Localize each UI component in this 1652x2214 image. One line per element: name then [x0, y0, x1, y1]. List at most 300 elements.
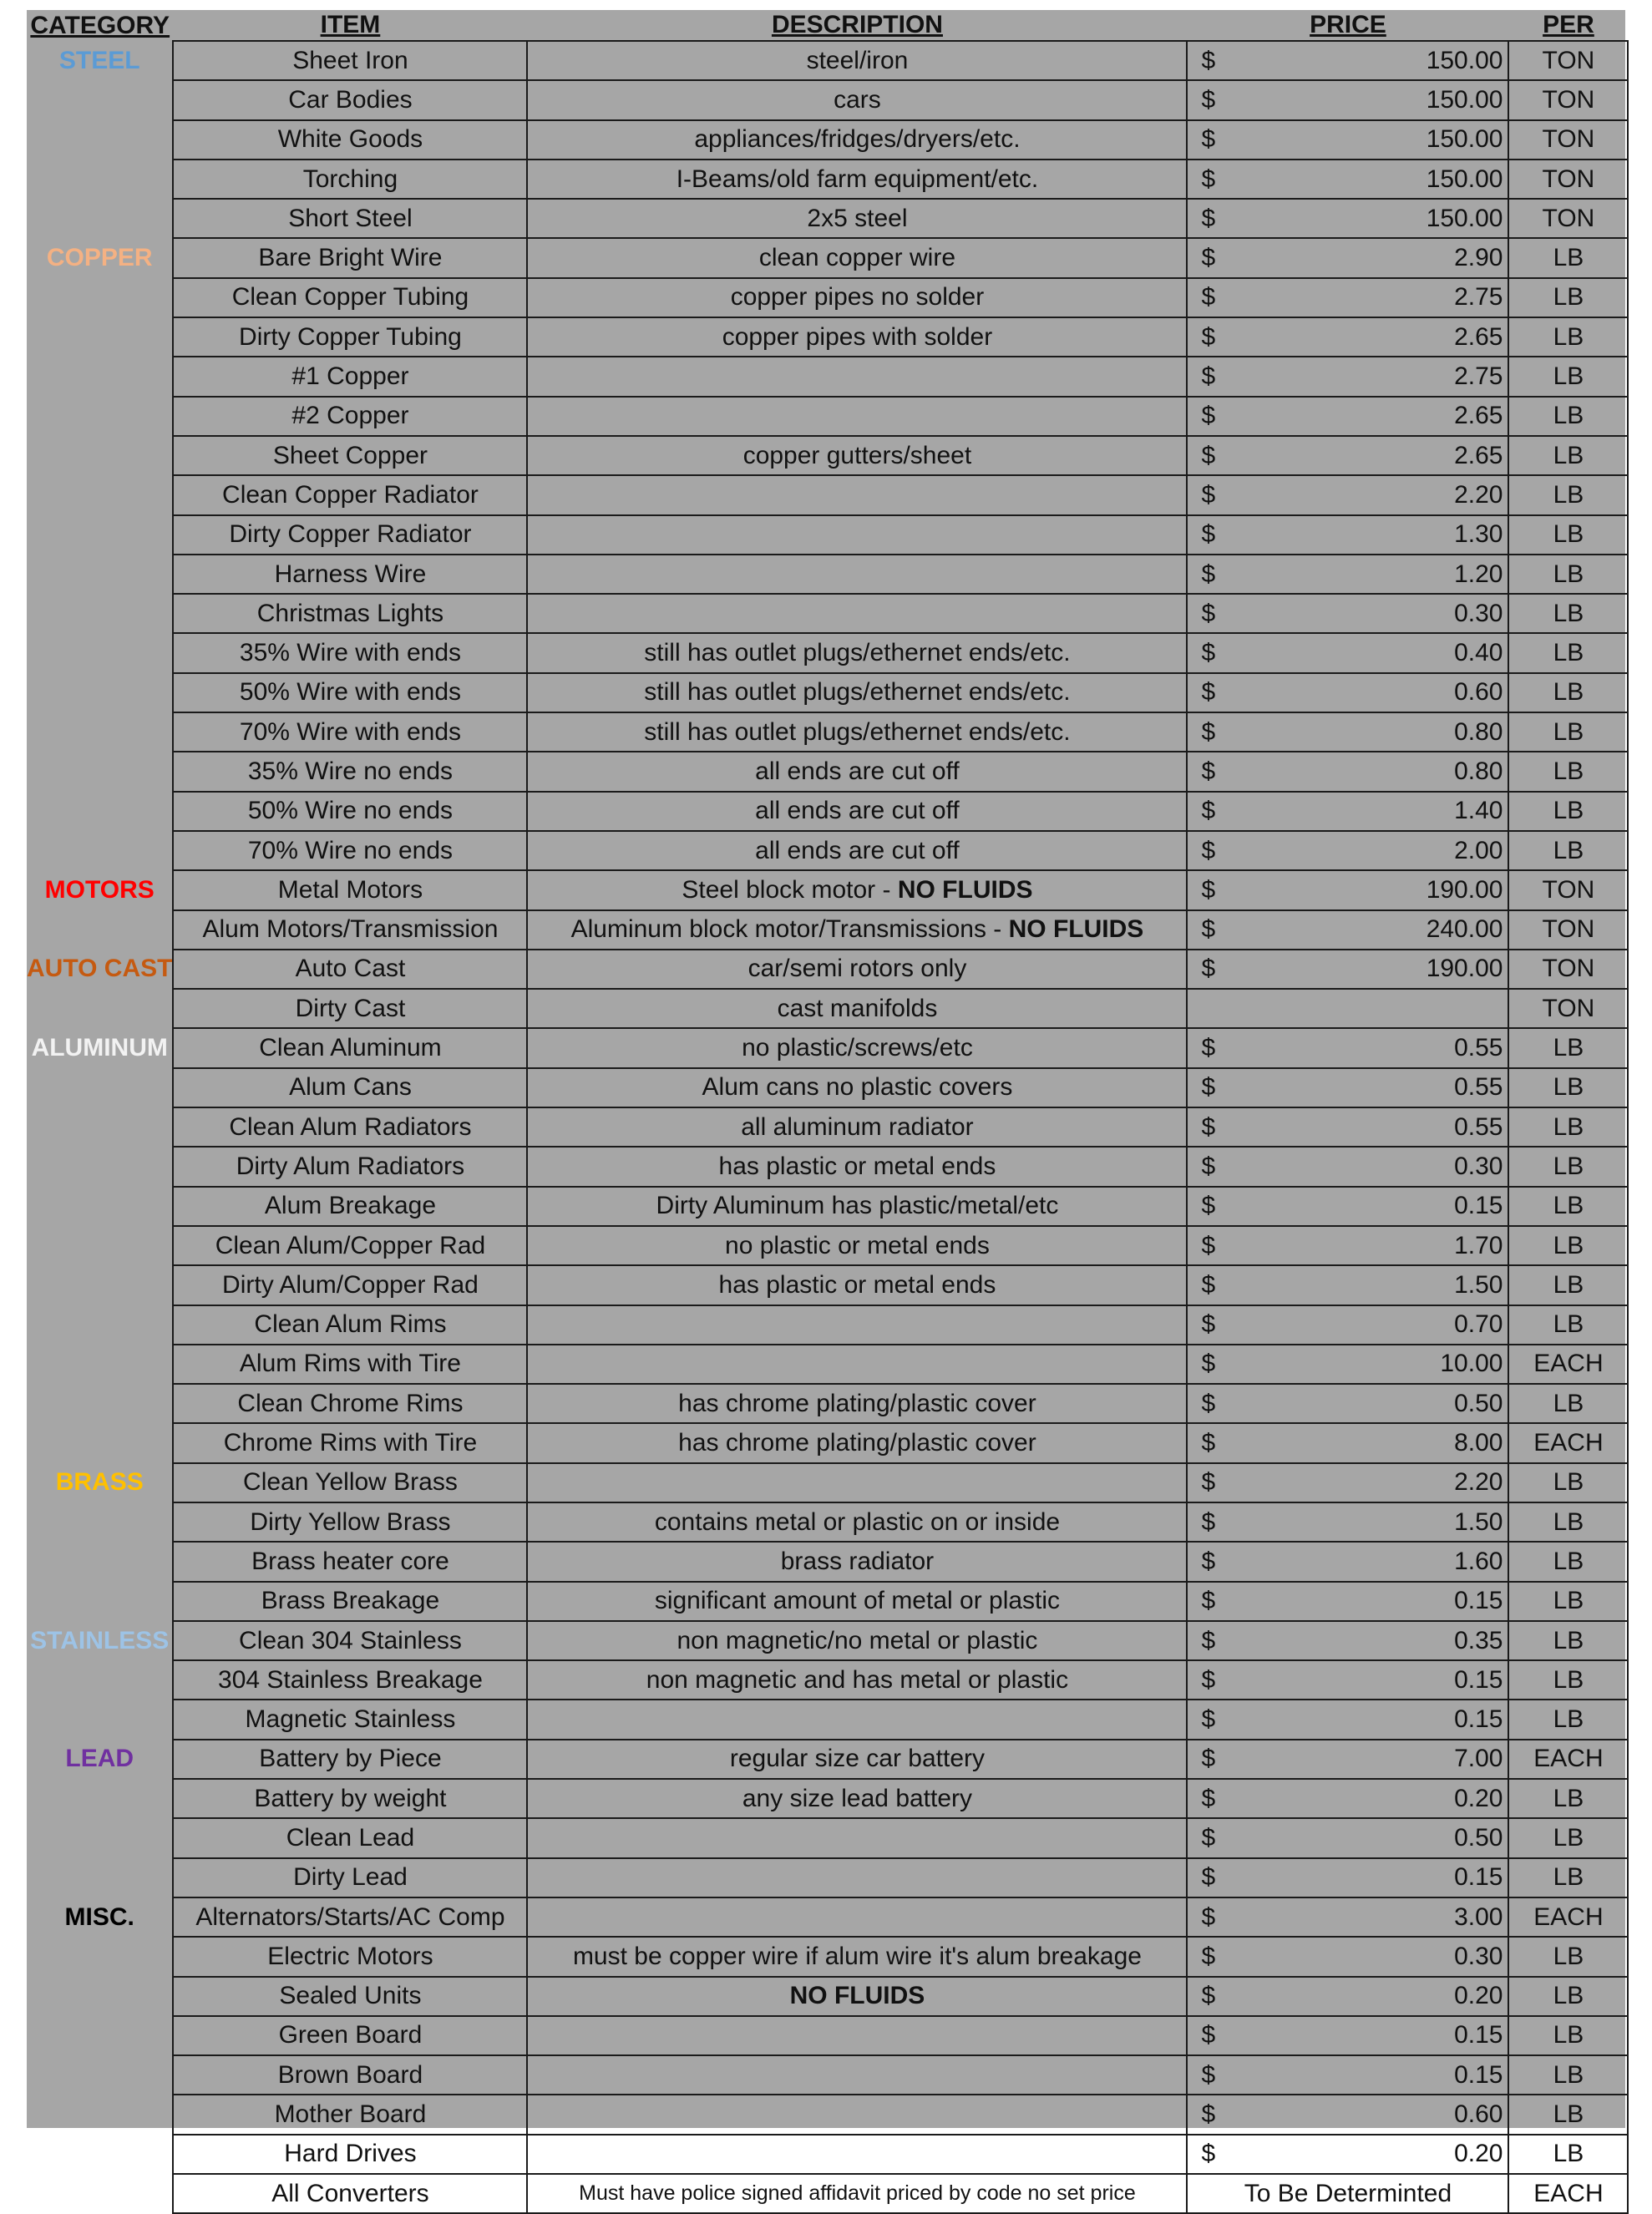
- price-value: 0.80: [1237, 712, 1508, 752]
- item-description: [527, 1621, 1187, 1660]
- price-value: 2.20: [1237, 1463, 1508, 1502]
- category-label: [27, 1305, 173, 1345]
- currency-sign: $: [1187, 1779, 1237, 1818]
- price-unit: TON: [1508, 989, 1628, 1028]
- currency-sign: $: [1187, 475, 1237, 514]
- description-text: all aluminum radiator: [741, 1112, 974, 1141]
- item-description: [527, 1582, 1187, 1621]
- category-label: STEEL: [58, 46, 140, 74]
- item-name: Clean Lead: [173, 1818, 527, 1857]
- item-description: [527, 2095, 1187, 2134]
- currency-sign: $: [1187, 950, 1237, 989]
- item-name: 304 Stainless Breakage: [173, 1660, 527, 1700]
- item-name: Car Bodies: [173, 80, 527, 119]
- currency-sign: $: [1187, 1423, 1237, 1462]
- item-name: Clean Yellow Brass: [173, 1463, 527, 1502]
- description-text: still has outlet plugs/ethernet ends/etc.: [644, 678, 1071, 707]
- item-name: Alum Motors/Transmission: [173, 910, 527, 950]
- item-name: Magnetic Stainless: [173, 1700, 527, 1739]
- currency-sign: $: [1187, 831, 1237, 870]
- price-value: 0.55: [1237, 1028, 1508, 1067]
- price-value: 0.50: [1237, 1384, 1508, 1423]
- table-row: [27, 475, 1628, 514]
- table-row: [27, 2055, 1628, 2095]
- table-row: [27, 160, 1628, 199]
- item-description: [527, 1818, 1187, 1857]
- category-label: [27, 1818, 173, 1857]
- currency-sign: $: [1187, 633, 1237, 672]
- currency-sign: $: [1187, 238, 1237, 277]
- description-text: has plastic or metal ends: [718, 1152, 996, 1180]
- description-text: Dirty Aluminum has plastic/metal/etc: [656, 1192, 1059, 1220]
- price-unit: LB: [1508, 1858, 1628, 1897]
- item-name: Alum Rims with Tire: [173, 1345, 527, 1384]
- price-unit: LB: [1508, 1028, 1628, 1067]
- header-item: ITEM: [320, 11, 381, 38]
- description-text: no plastic/screws/etc: [742, 1034, 973, 1062]
- category-label: BRASS: [55, 1468, 144, 1497]
- item-description: [527, 1937, 1187, 1976]
- table-row: [27, 1818, 1628, 1857]
- item-description: [527, 1463, 1187, 1502]
- item-name: Christmas Lights: [173, 594, 527, 633]
- item-name: Alum Cans: [173, 1068, 527, 1107]
- price-value: 0.15: [1237, 1858, 1508, 1897]
- category-label: [27, 831, 173, 870]
- currency-sign: $: [1187, 1977, 1237, 2016]
- table-row: [27, 1977, 1628, 2016]
- table-row: [27, 1463, 1628, 1502]
- price-value: 0.20: [1237, 2135, 1508, 2174]
- table-row: [27, 792, 1628, 831]
- table-row: [27, 1502, 1628, 1542]
- category-label: [27, 1345, 173, 1384]
- table-row: [27, 950, 1628, 989]
- item-description: [527, 397, 1187, 436]
- item-name: Brass heater core: [173, 1542, 527, 1581]
- item-name: Dirty Copper Radiator: [173, 515, 527, 555]
- header-price: PRICE: [1310, 11, 1386, 38]
- item-description: [527, 1147, 1187, 1186]
- category-label: [27, 1187, 173, 1226]
- price-unit: LB: [1508, 2016, 1628, 2055]
- table-row: [27, 752, 1628, 791]
- item-description: [527, 1384, 1187, 1423]
- item-description: [527, 792, 1187, 831]
- price-unit: TON: [1508, 199, 1628, 238]
- table-row: [27, 80, 1628, 119]
- currency-sign: $: [1187, 673, 1237, 712]
- item-name: Torching: [173, 160, 527, 199]
- item-name: Chrome Rims with Tire: [173, 1423, 527, 1462]
- price-value: 0.60: [1237, 673, 1508, 712]
- category-label: [27, 515, 173, 555]
- description-text: must be copper wire if alum wire it's alum breakage: [572, 1942, 1142, 1970]
- table-row: [27, 1068, 1628, 1107]
- item-name: Clean Chrome Rims: [173, 1384, 527, 1423]
- item-description: [527, 1028, 1187, 1067]
- currency-sign: $: [1187, 2055, 1237, 2095]
- description-text: all ends are cut off: [755, 797, 960, 825]
- item-name: Brown Board: [173, 2055, 527, 2095]
- price-value: 0.30: [1237, 1937, 1508, 1976]
- item-description: [527, 673, 1187, 712]
- price-value: 0.15: [1237, 2016, 1508, 2055]
- table-row: [27, 1265, 1628, 1305]
- description-text: steel/iron: [806, 46, 909, 74]
- item-name: 70% Wire with ends: [173, 712, 527, 752]
- item-name: Clean 304 Stainless: [173, 1621, 527, 1660]
- table-row: [27, 397, 1628, 436]
- currency-sign: $: [1187, 120, 1237, 160]
- price-unit: TON: [1508, 870, 1628, 909]
- item-description: [527, 1660, 1187, 1700]
- category-label: [27, 2055, 173, 2095]
- table-row: [27, 1423, 1628, 1462]
- item-name: White Goods: [173, 120, 527, 160]
- price-unit: LB: [1508, 633, 1628, 672]
- description-text: copper pipes with solder: [722, 322, 993, 351]
- table-row: [27, 1028, 1628, 1067]
- category-label: [27, 792, 173, 831]
- price-value: 150.00: [1237, 120, 1508, 160]
- item-description: [527, 1423, 1187, 1462]
- description-text: Steel block motor -: [682, 875, 898, 904]
- description-text: any size lead battery: [742, 1784, 973, 1812]
- price-unit: LB: [1508, 317, 1628, 357]
- price-value: 1.40: [1237, 792, 1508, 831]
- category-label: [27, 2095, 173, 2134]
- item-name: Battery by Piece: [173, 1740, 527, 1779]
- category-label: MOTORS: [44, 875, 155, 904]
- category-label: [27, 910, 173, 950]
- price-value: 0.20: [1237, 1977, 1508, 2016]
- currency-sign: $: [1187, 80, 1237, 119]
- price-value: 150.00: [1237, 80, 1508, 119]
- table-row: [27, 120, 1628, 160]
- price-unit: LB: [1508, 238, 1628, 277]
- price-value: [1237, 989, 1508, 1028]
- description-text: all ends are cut off: [755, 836, 960, 864]
- item-name: Clean Copper Radiator: [173, 475, 527, 514]
- item-name: Clean Alum Rims: [173, 1305, 527, 1345]
- price-value: 2.65: [1237, 317, 1508, 357]
- category-label: [27, 160, 173, 199]
- category-label: [27, 1147, 173, 1186]
- table-row: [27, 1582, 1628, 1621]
- item-name: #2 Copper: [173, 397, 527, 436]
- price-unit: LB: [1508, 712, 1628, 752]
- item-name: Clean Alum Radiators: [173, 1107, 527, 1147]
- item-name: 70% Wire no ends: [173, 831, 527, 870]
- table-row: [27, 1621, 1628, 1660]
- price-unit: LB: [1508, 1384, 1628, 1423]
- price-value: 0.70: [1237, 1305, 1508, 1345]
- currency-sign: $: [1187, 712, 1237, 752]
- currency-sign: $: [1187, 1700, 1237, 1739]
- description-text: no plastic or metal ends: [725, 1231, 990, 1259]
- price-value: 150.00: [1237, 41, 1508, 80]
- currency-sign: $: [1187, 1305, 1237, 1345]
- table-row: [27, 1187, 1628, 1226]
- item-name: Battery by weight: [173, 1779, 527, 1818]
- category-label: MISC.: [64, 1902, 134, 1931]
- description-emphasis: NO FLUIDS: [1008, 915, 1144, 944]
- price-unit: LB: [1508, 673, 1628, 712]
- item-name: Dirty Copper Tubing: [173, 317, 527, 357]
- table-row: [27, 1937, 1628, 1976]
- item-description: [527, 1107, 1187, 1147]
- price-unit: LB: [1508, 1542, 1628, 1581]
- item-name: Hard Drives: [173, 2135, 527, 2174]
- category-label: [27, 594, 173, 633]
- price-unit: LB: [1508, 357, 1628, 396]
- price-unit: LB: [1508, 1818, 1628, 1857]
- description-text: still has outlet plugs/ethernet ends/etc.: [644, 639, 1071, 667]
- price-unit: EACH: [1508, 2174, 1628, 2213]
- currency-sign: $: [1187, 1028, 1237, 1067]
- category-label: [27, 199, 173, 238]
- item-description: [527, 436, 1187, 475]
- category-label: [27, 1542, 173, 1581]
- currency-sign: $: [1187, 357, 1237, 396]
- currency-sign: $: [1187, 278, 1237, 317]
- description-text: copper gutters/sheet: [742, 441, 972, 469]
- category-label: [27, 1977, 173, 2016]
- category-label: [27, 1265, 173, 1305]
- price-value: 1.20: [1237, 555, 1508, 594]
- category-label: [27, 397, 173, 436]
- description-text: cast manifolds: [777, 994, 938, 1022]
- price-value: 0.80: [1237, 752, 1508, 791]
- item-name: Brass Breakage: [173, 1582, 527, 1621]
- price-value: 0.20: [1237, 1779, 1508, 1818]
- item-name: Dirty Lead: [173, 1858, 527, 1897]
- price-unit: LB: [1508, 792, 1628, 831]
- item-name: Clean Alum/Copper Rad: [173, 1226, 527, 1265]
- price-unit: LB: [1508, 1582, 1628, 1621]
- currency-sign: $: [1187, 1107, 1237, 1147]
- price-value: 0.55: [1237, 1068, 1508, 1107]
- price-unit: LB: [1508, 752, 1628, 791]
- price-value: 2.20: [1237, 475, 1508, 514]
- price-value: 7.00: [1237, 1740, 1508, 1779]
- price-value: 2.75: [1237, 357, 1508, 396]
- price-unit: TON: [1508, 910, 1628, 950]
- description-text: appliances/fridges/dryers/etc.: [694, 125, 1021, 154]
- item-description: [527, 989, 1187, 1028]
- table-row: [27, 317, 1628, 357]
- item-description: [527, 752, 1187, 791]
- price-unit: LB: [1508, 555, 1628, 594]
- price-value: 8.00: [1237, 1423, 1508, 1462]
- item-description: [527, 199, 1187, 238]
- item-description: [527, 1265, 1187, 1305]
- item-name: Alum Breakage: [173, 1187, 527, 1226]
- description-text: I-Beams/old farm equipment/etc.: [676, 165, 1039, 193]
- item-name: Auto Cast: [173, 950, 527, 989]
- category-label: [27, 673, 173, 712]
- table-row: [27, 2135, 1628, 2174]
- price-value: 0.35: [1237, 1621, 1508, 1660]
- category-label: [27, 1582, 173, 1621]
- table-row: [27, 1345, 1628, 1384]
- category-label: [27, 436, 173, 475]
- price-value: 0.15: [1237, 1660, 1508, 1700]
- price-value: 0.30: [1237, 1147, 1508, 1186]
- item-description: [527, 278, 1187, 317]
- price-unit: LB: [1508, 1187, 1628, 1226]
- currency-sign: $: [1187, 594, 1237, 633]
- price-unit: LB: [1508, 436, 1628, 475]
- item-name: Electric Motors: [173, 1937, 527, 1976]
- item-description: [527, 594, 1187, 633]
- item-description: [527, 317, 1187, 357]
- price-value: 10.00: [1237, 1345, 1508, 1384]
- item-description: [527, 80, 1187, 119]
- item-description: [527, 1502, 1187, 1542]
- price-text: To Be Determinted: [1187, 2174, 1508, 2213]
- table-row: [27, 1740, 1628, 1779]
- item-description: [527, 870, 1187, 909]
- item-description: [527, 2135, 1187, 2174]
- price-value: 0.55: [1237, 1107, 1508, 1147]
- description-text: significant amount of metal or plastic: [654, 1587, 1061, 1615]
- item-name: Mother Board: [173, 2095, 527, 2134]
- price-value: 0.50: [1237, 1818, 1508, 1857]
- category-label: [27, 2174, 173, 2213]
- currency-sign: $: [1187, 1265, 1237, 1305]
- currency-sign: $: [1187, 515, 1237, 555]
- price-unit: LB: [1508, 1937, 1628, 1976]
- table-row: [27, 278, 1628, 317]
- item-name: Alternators/Starts/AC Comp: [173, 1897, 527, 1937]
- currency-sign: $: [1187, 160, 1237, 199]
- currency-sign: $: [1187, 397, 1237, 436]
- item-name: Dirty Alum Radiators: [173, 1147, 527, 1186]
- category-label: [27, 1226, 173, 1265]
- item-description: [527, 555, 1187, 594]
- currency-sign: $: [1187, 1068, 1237, 1107]
- item-name: Clean Aluminum: [173, 1028, 527, 1067]
- currency-sign: $: [1187, 2016, 1237, 2055]
- currency-sign: $: [1187, 1226, 1237, 1265]
- item-description: [527, 1345, 1187, 1384]
- currency-sign: [1187, 989, 1237, 1028]
- price-value: 2.75: [1237, 278, 1508, 317]
- description-text: regular size car battery: [729, 1745, 986, 1773]
- item-description: [527, 1977, 1187, 2016]
- item-description: [527, 1068, 1187, 1107]
- table-row: [27, 989, 1628, 1028]
- currency-sign: $: [1187, 1858, 1237, 1897]
- item-description: [527, 2055, 1187, 2095]
- item-description: [527, 910, 1187, 950]
- item-description: [527, 515, 1187, 555]
- description-text: has chrome plating/plastic cover: [678, 1389, 1036, 1417]
- item-name: 35% Wire with ends: [173, 633, 527, 672]
- price-value: 1.30: [1237, 515, 1508, 555]
- description-text: non magnetic/no metal or plastic: [677, 1626, 1038, 1654]
- item-description: [527, 1226, 1187, 1265]
- table-row: [27, 199, 1628, 238]
- description-text: contains metal or plastic on or inside: [654, 1507, 1061, 1536]
- currency-sign: $: [1187, 1463, 1237, 1502]
- description-text: car/semi rotors only: [747, 955, 967, 983]
- currency-sign: $: [1187, 199, 1237, 238]
- item-description: [527, 1740, 1187, 1779]
- currency-sign: $: [1187, 1502, 1237, 1542]
- table-row: [27, 1147, 1628, 1186]
- price-unit: TON: [1508, 160, 1628, 199]
- price-value: 150.00: [1237, 160, 1508, 199]
- price-value: 190.00: [1237, 870, 1508, 909]
- price-value: 0.30: [1237, 594, 1508, 633]
- price-unit: LB: [1508, 831, 1628, 870]
- price-unit: EACH: [1508, 1897, 1628, 1937]
- item-name: 50% Wire no ends: [173, 792, 527, 831]
- price-unit: LB: [1508, 1621, 1628, 1660]
- currency-sign: $: [1187, 870, 1237, 909]
- table-row: [27, 41, 1628, 80]
- table-row: [27, 1779, 1628, 1818]
- price-value: 1.60: [1237, 1542, 1508, 1581]
- category-label: [27, 1384, 173, 1423]
- table-row: [27, 357, 1628, 396]
- category-label: [27, 555, 173, 594]
- item-description: [527, 475, 1187, 514]
- price-value: 0.15: [1237, 1582, 1508, 1621]
- item-name: Dirty Yellow Brass: [173, 1502, 527, 1542]
- currency-sign: $: [1187, 1582, 1237, 1621]
- category-label: LEAD: [65, 1745, 134, 1773]
- price-unit: LB: [1508, 1226, 1628, 1265]
- item-description: [527, 1897, 1187, 1937]
- header-per: PER: [1543, 11, 1594, 38]
- item-description: [527, 1187, 1187, 1226]
- category-label: [27, 120, 173, 160]
- category-label: [27, 989, 173, 1028]
- description-text: has chrome plating/plastic cover: [678, 1429, 1036, 1457]
- item-description: [527, 120, 1187, 160]
- price-unit: LB: [1508, 1660, 1628, 1700]
- price-value: 2.00: [1237, 831, 1508, 870]
- table-row: [27, 555, 1628, 594]
- price-unit: TON: [1508, 120, 1628, 160]
- table-row: [27, 515, 1628, 555]
- table-row: [27, 831, 1628, 870]
- scrap-price-table: [27, 10, 1629, 2214]
- price-unit: TON: [1508, 950, 1628, 989]
- table-row: [27, 2095, 1628, 2134]
- category-label: [27, 752, 173, 791]
- price-unit: LB: [1508, 1305, 1628, 1345]
- category-label: [27, 1423, 173, 1462]
- currency-sign: $: [1187, 436, 1237, 475]
- item-description: [527, 1305, 1187, 1345]
- price-value: 190.00: [1237, 950, 1508, 989]
- description-text: still has outlet plugs/ethernet ends/etc.: [644, 717, 1071, 746]
- item-name: Dirty Cast: [173, 989, 527, 1028]
- price-value: 0.15: [1237, 1187, 1508, 1226]
- currency-sign: $: [1187, 1937, 1237, 1976]
- item-description: [527, 1542, 1187, 1581]
- price-unit: EACH: [1508, 1345, 1628, 1384]
- currency-sign: $: [1187, 1187, 1237, 1226]
- item-name: Bare Bright Wire: [173, 238, 527, 277]
- price-unit: LB: [1508, 1265, 1628, 1305]
- price-value: 2.90: [1237, 238, 1508, 277]
